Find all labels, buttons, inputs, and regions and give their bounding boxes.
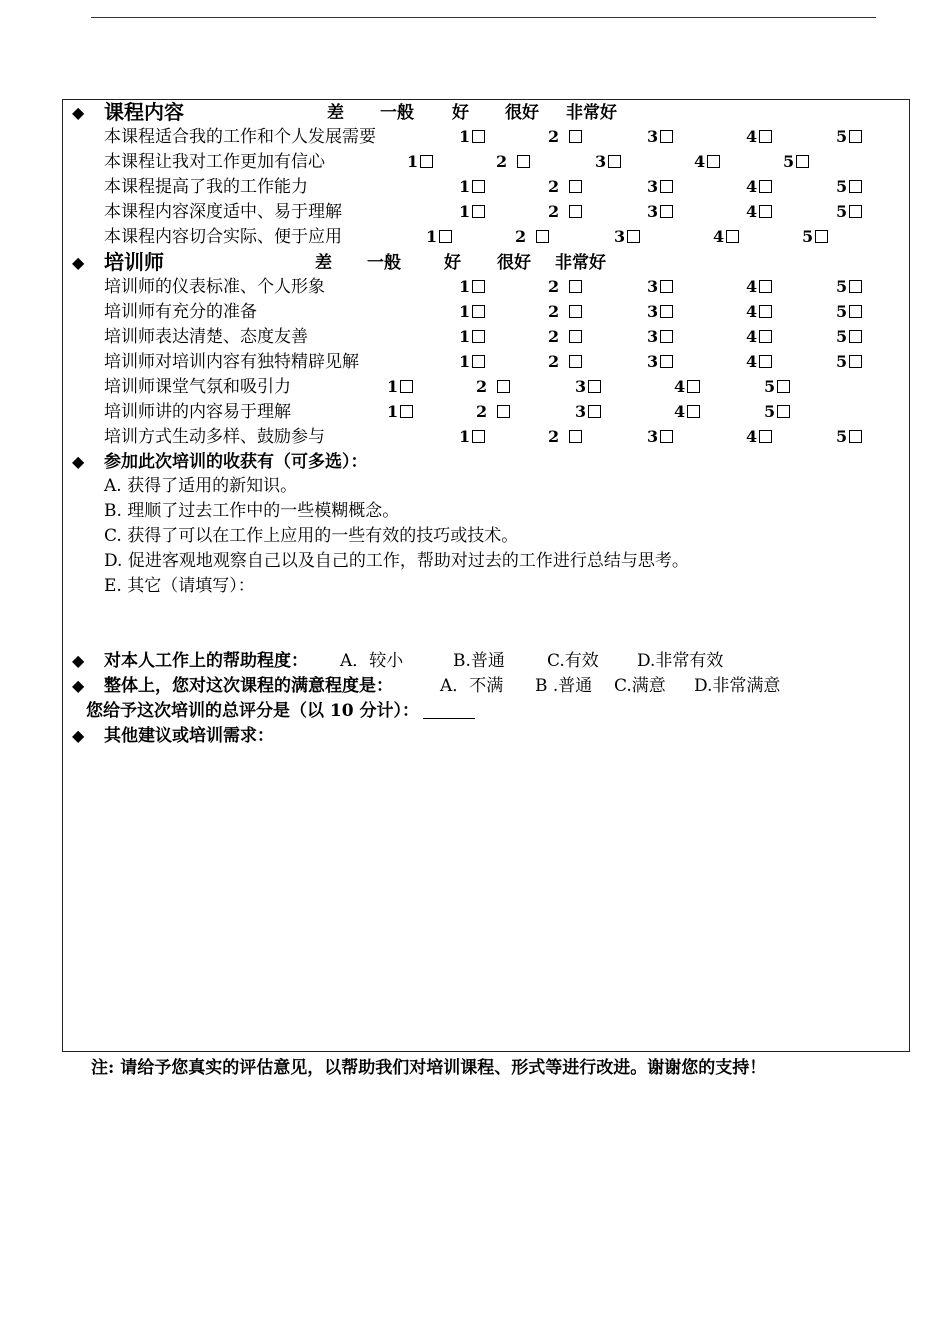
scale-label: 很好 <box>505 103 539 123</box>
checkbox-icon[interactable] <box>536 230 549 243</box>
checkbox-icon[interactable] <box>472 180 485 193</box>
checkbox-icon[interactable] <box>608 155 621 168</box>
rating-option[interactable] <box>459 425 485 449</box>
rating-number: 5 <box>836 127 848 146</box>
top-rule <box>91 17 876 18</box>
rating-option[interactable] <box>746 200 772 224</box>
rating-option[interactable] <box>647 300 673 324</box>
checkbox-icon[interactable] <box>687 405 700 418</box>
rating-number: 5 <box>836 427 848 446</box>
course-item-label: 本课程内容切合实际、便于应用 <box>104 227 342 247</box>
satisfaction-label: 整体上，您对这次课程的满意程度是： <box>104 676 393 696</box>
checkbox-icon[interactable] <box>569 130 582 143</box>
rating-option[interactable] <box>575 375 601 399</box>
rating-number: 2 <box>548 327 560 346</box>
scale-label: 一般 <box>367 253 401 273</box>
satisfaction-option-d[interactable]: D.非常满意 <box>694 676 781 696</box>
checkbox-icon[interactable] <box>660 330 673 343</box>
rating-option[interactable] <box>647 275 673 299</box>
rating-option[interactable] <box>614 225 640 249</box>
bullet-diamond-icon: ◆ <box>72 253 85 272</box>
gains-option-c[interactable]: C. 获得了可以在工作上应用的一些有效的技巧或技术。 <box>104 526 519 546</box>
checkbox-icon[interactable] <box>569 355 582 368</box>
scale-label: 一般 <box>380 103 414 123</box>
trainer-item-label: 培训师课堂气氛和吸引力 <box>104 377 291 397</box>
rating-option[interactable] <box>802 225 828 249</box>
rating-number: 4 <box>746 202 758 221</box>
course-item-label: 本课程让我对工作更加有信心 <box>104 152 325 172</box>
checkbox-icon[interactable] <box>759 130 772 143</box>
rating-option[interactable] <box>548 175 582 199</box>
rating-option[interactable] <box>836 275 862 299</box>
checkbox-icon[interactable] <box>472 280 485 293</box>
checkbox-icon[interactable] <box>849 130 862 143</box>
rating-number: 2 <box>548 352 560 371</box>
rating-number: 1 <box>387 377 399 396</box>
rating-number: 1 <box>459 352 471 371</box>
bullet-diamond-icon: ◆ <box>72 676 85 695</box>
rating-number: 1 <box>426 227 438 246</box>
rating-number: 3 <box>647 352 659 371</box>
trainer-item-label: 培训师讲的内容易于理解 <box>104 402 291 422</box>
checkbox-icon[interactable] <box>759 205 772 218</box>
rating-option[interactable] <box>836 300 862 324</box>
rating-option[interactable] <box>746 125 772 149</box>
rating-number: 5 <box>836 202 848 221</box>
help-option-d[interactable]: D.非常有效 <box>637 651 724 671</box>
rating-number: 2 <box>476 402 488 421</box>
rating-number: 4 <box>746 302 758 321</box>
rating-option[interactable] <box>713 225 739 249</box>
checkbox-icon[interactable] <box>759 330 772 343</box>
rating-option[interactable] <box>548 325 582 349</box>
trainer-item-label: 培训师对培训内容有独特精辟见解 <box>104 352 359 372</box>
checkbox-icon[interactable] <box>759 430 772 443</box>
course-item-label: 本课程内容深度适中、易于理解 <box>104 202 342 222</box>
rating-number: 4 <box>746 127 758 146</box>
trainer-item-label: 培训师的仪表标准、个人形象 <box>104 277 325 297</box>
rating-number: 4 <box>674 402 686 421</box>
checkbox-icon[interactable] <box>660 205 673 218</box>
section-title-trainer: 培训师 <box>104 250 164 274</box>
rating-number: 3 <box>647 327 659 346</box>
rating-option[interactable] <box>548 200 582 224</box>
rating-option[interactable] <box>647 425 673 449</box>
rating-option[interactable] <box>459 175 485 199</box>
course-item-label: 本课程适合我的工作和个人发展需要 <box>104 127 376 147</box>
rating-option[interactable] <box>746 175 772 199</box>
checkbox-icon[interactable] <box>707 155 720 168</box>
rating-number: 4 <box>746 352 758 371</box>
rating-number: 4 <box>746 427 758 446</box>
score-line <box>86 699 475 723</box>
rating-option[interactable] <box>746 275 772 299</box>
rating-number: 2 <box>548 277 560 296</box>
trainer-item-label: 培训方式生动多样、鼓励参与 <box>104 427 325 447</box>
rating-number: 1 <box>459 177 471 196</box>
rating-number: 2 <box>548 127 560 146</box>
rating-option[interactable] <box>575 400 601 424</box>
checkbox-icon[interactable] <box>777 380 790 393</box>
rating-number: 3 <box>647 302 659 321</box>
rating-number: 4 <box>746 327 758 346</box>
rating-option[interactable] <box>647 200 673 224</box>
checkbox-icon[interactable] <box>759 280 772 293</box>
checkbox-icon[interactable] <box>849 430 862 443</box>
scale-label: 很好 <box>497 253 531 273</box>
rating-option[interactable] <box>647 175 673 199</box>
checkbox-icon[interactable] <box>569 305 582 318</box>
rating-option[interactable] <box>407 150 433 174</box>
rating-option[interactable] <box>764 400 790 424</box>
section-title-course: 课程内容 <box>104 100 184 124</box>
rating-option[interactable] <box>836 175 862 199</box>
rating-number: 2 <box>515 227 527 246</box>
checkbox-icon[interactable] <box>569 205 582 218</box>
gains-option-e[interactable]: E. 其它（请填写）： <box>104 576 255 596</box>
rating-option[interactable] <box>387 375 413 399</box>
checkbox-icon[interactable] <box>726 230 739 243</box>
checkbox-icon[interactable] <box>759 180 772 193</box>
checkbox-icon[interactable] <box>849 180 862 193</box>
rating-number: 5 <box>836 327 848 346</box>
checkbox-icon[interactable] <box>472 205 485 218</box>
help-label: 对本人工作上的帮助程度： <box>104 651 308 671</box>
rating-option[interactable] <box>459 275 485 299</box>
checkbox-icon[interactable] <box>569 180 582 193</box>
rating-number: 2 <box>496 152 508 171</box>
scale-label: 好 <box>444 253 461 273</box>
rating-number: 3 <box>575 402 587 421</box>
rating-option[interactable] <box>496 150 530 174</box>
gains-option-a[interactable]: A. 获得了适用的新知识。 <box>104 476 298 496</box>
rating-number: 5 <box>836 302 848 321</box>
checkbox-icon[interactable] <box>660 130 673 143</box>
rating-option[interactable] <box>515 225 549 249</box>
rating-option[interactable] <box>836 350 862 374</box>
rating-number: 4 <box>674 377 686 396</box>
rating-number: 1 <box>459 127 471 146</box>
checkbox-icon[interactable] <box>660 430 673 443</box>
rating-option[interactable] <box>647 350 673 374</box>
rating-number: 1 <box>459 277 471 296</box>
checkbox-icon[interactable] <box>569 430 582 443</box>
bullet-diamond-icon: ◆ <box>72 651 85 670</box>
rating-number: 4 <box>746 277 758 296</box>
checkbox-icon[interactable] <box>400 380 413 393</box>
rating-number: 3 <box>647 202 659 221</box>
rating-option[interactable] <box>674 400 700 424</box>
rating-option[interactable] <box>387 400 413 424</box>
rating-number: 2 <box>548 177 560 196</box>
checkbox-icon[interactable] <box>400 405 413 418</box>
bullet-diamond-icon: ◆ <box>72 452 85 471</box>
rating-number: 4 <box>713 227 725 246</box>
rating-option[interactable] <box>836 425 862 449</box>
checkbox-icon[interactable] <box>472 430 485 443</box>
rating-option[interactable] <box>836 200 862 224</box>
checkbox-icon[interactable] <box>660 180 673 193</box>
rating-number: 5 <box>836 277 848 296</box>
rating-number: 4 <box>746 177 758 196</box>
rating-number: 5 <box>836 177 848 196</box>
rating-option[interactable] <box>476 400 510 424</box>
rating-option[interactable] <box>548 125 582 149</box>
checkbox-icon[interactable] <box>849 330 862 343</box>
checkbox-icon[interactable] <box>849 280 862 293</box>
checkbox-icon[interactable] <box>660 280 673 293</box>
rating-option[interactable] <box>647 325 673 349</box>
rating-number: 5 <box>783 152 795 171</box>
checkbox-icon[interactable] <box>497 405 510 418</box>
rating-number: 1 <box>459 202 471 221</box>
checkbox-icon[interactable] <box>472 355 485 368</box>
trainer-item-label: 培训师表达清楚、态度友善 <box>104 327 308 347</box>
rating-number: 5 <box>802 227 814 246</box>
satisfaction-option-b[interactable]: B .普通 <box>535 676 593 696</box>
rating-number: 1 <box>459 327 471 346</box>
rating-option[interactable] <box>459 200 485 224</box>
checkbox-icon[interactable] <box>472 305 485 318</box>
rating-option[interactable] <box>426 225 452 249</box>
scale-label: 差 <box>327 103 344 123</box>
rating-number: 3 <box>647 127 659 146</box>
rating-option[interactable] <box>746 350 772 374</box>
score-label: 您给予这次培训的总评分是（以 10 分计）： <box>86 701 419 721</box>
rating-option[interactable] <box>459 125 485 149</box>
checkbox-icon[interactable] <box>569 330 582 343</box>
rating-option[interactable] <box>647 125 673 149</box>
rating-option[interactable] <box>746 300 772 324</box>
scale-label: 差 <box>315 253 332 273</box>
gains-option-d[interactable]: D. 促进客观地观察自己以及自己的工作，帮助对过去的工作进行总结与思考。 <box>104 551 689 571</box>
satisfaction-option-a[interactable]: A．不满 <box>440 676 504 696</box>
checkbox-icon[interactable] <box>627 230 640 243</box>
rating-option[interactable] <box>459 300 485 324</box>
suggestions-label: 其他建议或培训需求： <box>104 726 274 746</box>
checkbox-icon[interactable] <box>849 355 862 368</box>
checkbox-icon[interactable] <box>497 380 510 393</box>
checkbox-icon[interactable] <box>796 155 809 168</box>
checkbox-icon[interactable] <box>687 380 700 393</box>
checkbox-icon[interactable] <box>759 305 772 318</box>
rating-number: 2 <box>548 427 560 446</box>
score-input[interactable] <box>423 702 475 719</box>
gains-title: 参加此次培训的收获有（可多选）： <box>104 452 368 472</box>
rating-number: 5 <box>764 377 776 396</box>
checkbox-icon[interactable] <box>815 230 828 243</box>
checkbox-icon[interactable] <box>588 405 601 418</box>
checkbox-icon[interactable] <box>660 355 673 368</box>
rating-option[interactable] <box>746 325 772 349</box>
rating-option[interactable] <box>548 275 582 299</box>
rating-option[interactable] <box>548 350 582 374</box>
rating-option[interactable] <box>459 325 485 349</box>
rating-option[interactable] <box>764 375 790 399</box>
checkbox-icon[interactable] <box>472 130 485 143</box>
bullet-diamond-icon: ◆ <box>72 726 85 745</box>
rating-number: 3 <box>595 152 607 171</box>
rating-number: 1 <box>459 427 471 446</box>
course-item-label: 本课程提高了我的工作能力 <box>104 177 308 197</box>
rating-option[interactable] <box>746 425 772 449</box>
rating-number: 2 <box>548 202 560 221</box>
checkbox-icon[interactable] <box>420 155 433 168</box>
rating-option[interactable] <box>694 150 720 174</box>
gains-option-b[interactable]: B. 理顺了过去工作中的一些模糊概念。 <box>104 501 400 521</box>
checkbox-icon[interactable] <box>660 305 673 318</box>
help-option-c[interactable]: C.有效 <box>547 651 599 671</box>
rating-option[interactable] <box>836 325 862 349</box>
checkbox-icon[interactable] <box>849 205 862 218</box>
rating-number: 5 <box>764 402 776 421</box>
scale-label: 好 <box>452 103 469 123</box>
rating-option[interactable] <box>459 350 485 374</box>
rating-number: 3 <box>647 427 659 446</box>
checkbox-icon[interactable] <box>849 305 862 318</box>
checkbox-icon[interactable] <box>569 280 582 293</box>
rating-option[interactable] <box>595 150 621 174</box>
checkbox-icon[interactable] <box>759 355 772 368</box>
rating-option[interactable] <box>548 425 582 449</box>
checkbox-icon[interactable] <box>439 230 452 243</box>
scale-label: 非常好 <box>555 253 606 273</box>
rating-number: 1 <box>407 152 419 171</box>
scale-label: 非常好 <box>566 103 617 123</box>
rating-number: 4 <box>694 152 706 171</box>
rating-option[interactable] <box>836 125 862 149</box>
bullet-diamond-icon: ◆ <box>72 103 85 122</box>
rating-option[interactable] <box>783 150 809 174</box>
rating-number: 3 <box>614 227 626 246</box>
rating-number: 5 <box>836 352 848 371</box>
satisfaction-option-c[interactable]: C.满意 <box>614 676 666 696</box>
rating-number: 3 <box>647 277 659 296</box>
rating-number: 2 <box>476 377 488 396</box>
help-option-b[interactable]: B.普通 <box>453 651 505 671</box>
checkbox-icon[interactable] <box>777 405 790 418</box>
checkbox-icon[interactable] <box>517 155 530 168</box>
rating-number: 1 <box>459 302 471 321</box>
rating-number: 3 <box>647 177 659 196</box>
rating-option[interactable] <box>548 300 582 324</box>
rating-option[interactable] <box>674 375 700 399</box>
rating-number: 1 <box>387 402 399 421</box>
rating-number: 2 <box>548 302 560 321</box>
footer-note: 注: 请给予您真实的评估意见，以帮助我们对培训课程、形式等进行改进。谢谢您的支持！ <box>91 1058 767 1078</box>
rating-option[interactable] <box>476 375 510 399</box>
trainer-item-label: 培训师有充分的准备 <box>104 302 257 322</box>
help-option-a[interactable]: A．较小 <box>340 651 404 671</box>
checkbox-icon[interactable] <box>472 330 485 343</box>
checkbox-icon[interactable] <box>588 380 601 393</box>
rating-number: 3 <box>575 377 587 396</box>
